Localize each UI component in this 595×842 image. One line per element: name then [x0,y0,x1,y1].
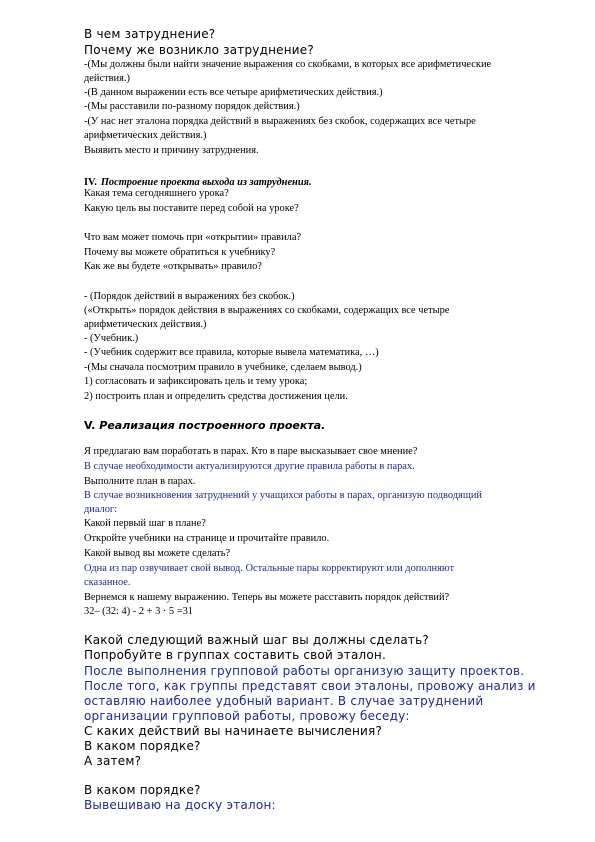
goal-line: 1) согласовать и зафиксировать цель и тему урока; [84,376,308,387]
teacher-note-line: После выполнения групповой работы организую защиту проектов. [84,664,525,678]
teacher-note-line: Вывешиваю на доску эталон: [84,798,276,812]
instruction-line: Я предлагаю вам поработать в парах. Кто в паре высказывает свое мнение? [84,446,418,457]
teacher-note-line: После того, как группы представят свои эталоны, провожу анализ и [84,679,536,693]
question-line: Какой первый шаг в плане? [84,518,206,529]
question-line: Как же вы будете «открывать» правило? [84,261,262,272]
expression-line: 32– (32: 4) - 2 + 3 · 5 =31 [84,606,193,617]
answer-line: («Открыть» порядок действия в выражениях со скобками, содержащих все четыре [84,305,450,316]
question-line: Что вам может помочь при «открытии» правила? [84,232,302,243]
question-line: Какую цель вы поставите перед собой на уроке? [84,203,299,214]
answer-line: - (Порядок действий в выражениях без скобок.) [84,291,295,302]
question-line: Какая тема сегодняшнего урока? [84,188,229,199]
question-line: Какой следующий важный шаг вы должны сделать? [84,633,429,647]
answer-line: - (Учебник.) [84,333,139,344]
section-5-title: Реализация построенного проекта. [99,419,326,432]
question-difficulty: В чем затруднение? [84,27,216,41]
instruction-line: Откройте учебники на странице и прочитайте правило. [84,533,330,544]
answer-line: -(У нас нет эталона порядка действий в выражениях без скобок, содержащих все четыре [84,116,476,127]
teacher-note-line: организации групповой работы, провожу беседу: [84,709,410,723]
task-line: Выявить место и причину затруднения. [84,145,259,156]
section-5-number: V. [84,419,96,432]
teacher-note-line: оставляю наиболее удобный вариант. В случае затруднений [84,694,484,708]
answer-line: -(Мы расставили по-разному порядок действия.) [84,101,300,112]
question-line: А затем? [84,754,142,768]
answer-line: -(Мы сначала посмотрим правило в учебнике, сделаем вывод.) [84,362,362,373]
teacher-note-line: диалог: [84,504,118,515]
goal-line: 2) построить план и определить средства достижения цели. [84,391,348,402]
answer-line: -(В данном выражении есть все четыре арифметических действия.) [84,87,383,98]
instruction-line: Попробуйте в группах составить свой эталон. [84,648,386,662]
question-line: С каких действий вы начинаете вычисления? [84,724,383,738]
question-line: Почему вы можете обратиться к учебнику? [84,247,276,258]
section-4-number: IV. [84,177,97,188]
teacher-note-line: сказанное. [84,577,131,588]
question-line: В каком порядке? [84,783,201,797]
teacher-note-line: В случае необходимости актуализируются другие правила работы в парах. [84,461,415,472]
teacher-note-line: Одна из пар озвучивает свой вывод. Остальные пары корректируют или дополняют [84,563,455,574]
question-line: Вернемся к нашему выражению. Теперь вы можете расставить порядок действий? [84,592,450,603]
answer-line: действия.) [84,73,130,84]
question-line: Какой вывод вы можете сделать? [84,548,231,559]
question-why-difficulty: Почему же возникло затруднение? [84,43,314,57]
answer-line: - (Учебник содержит все правила, которые вывела математика, …) [84,347,379,358]
instruction-line: Выполните план в парах. [84,476,196,487]
answer-line: -(Мы должны были найти значение выражения со скобками, в которых все арифметические [84,59,492,70]
teacher-note-line: В случае возникновения затруднений у учащихся работы в парах, организую подводящий [84,490,482,501]
section-5-heading [84,416,325,434]
answer-line: арифметических действия.) [84,319,207,330]
section-4-title: Построение проекта выхода из затруднения. [100,177,312,188]
question-line: В каком порядке? [84,739,201,753]
answer-line: арифметических действия.) [84,130,207,141]
